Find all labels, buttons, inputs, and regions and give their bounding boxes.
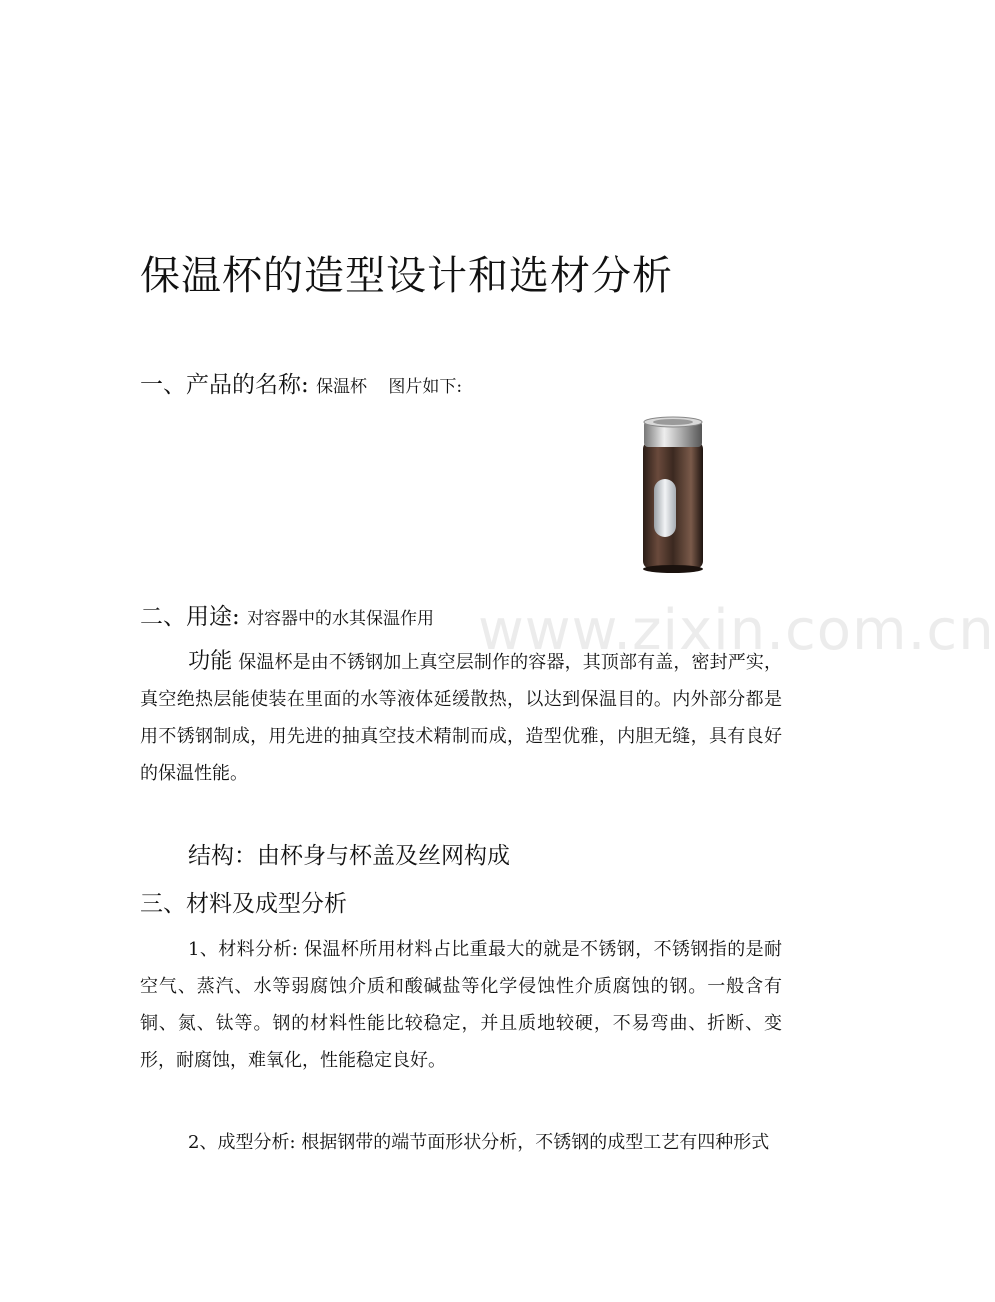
document-title: 保温杯的造型设计和选材分析 xyxy=(140,253,673,299)
section-3-heading: 三、材料及成型分析 xyxy=(140,891,347,917)
section-2-line xyxy=(140,598,434,631)
forming-analysis-text: 2、成型分析: 根据钢带的端节面形状分析，不锈钢的成型工艺有四种形式 xyxy=(188,1132,770,1153)
forming-analysis-paragraph xyxy=(140,1124,782,1161)
thermos-cup-image xyxy=(640,415,706,575)
function-label: 功能 xyxy=(188,649,233,674)
structure-line: 结构：由杯身与杯盖及丝网构成 xyxy=(188,843,510,869)
section-1-heading: 一、产品的名称: xyxy=(140,372,309,398)
usage-text: 对容器中的水其保温作用 xyxy=(247,609,435,629)
section-2-heading: 二、用途: xyxy=(140,604,240,630)
watermark: www.zixin.com.cn xyxy=(478,598,995,663)
picture-note: 图片如下: xyxy=(388,377,463,397)
material-analysis-text: 1、材料分析: 保温杯所用材料占比重最大的就是不锈钢，不锈钢指的是耐空气、蒸汽、水等弱腐蚀介质和酸碱盐等化学侵蚀性介质腐蚀的钢。一般含有铜、氮、钛等。钢的材料性能比较稳定，并且质地较硬，不易弯曲、折断、变形，耐腐蚀，难氧化，性能稳定良好。 xyxy=(140,939,782,1071)
material-analysis-paragraph xyxy=(140,931,782,1079)
function-text: 保温杯是由不锈钢加上真空层制作的容器，其顶部有盖，密封严实，真空绝热层能使装在里面的水等液体延缓散热，以达到保温目的。内外部分都是用不锈钢制成，用先进的抽真空技术精制而成，造型优雅，内胆无缝，具有良好的保温性能。 xyxy=(140,652,782,784)
function-paragraph xyxy=(140,643,782,792)
product-name: 保温杯 xyxy=(316,377,368,397)
section-1-line xyxy=(140,366,462,399)
